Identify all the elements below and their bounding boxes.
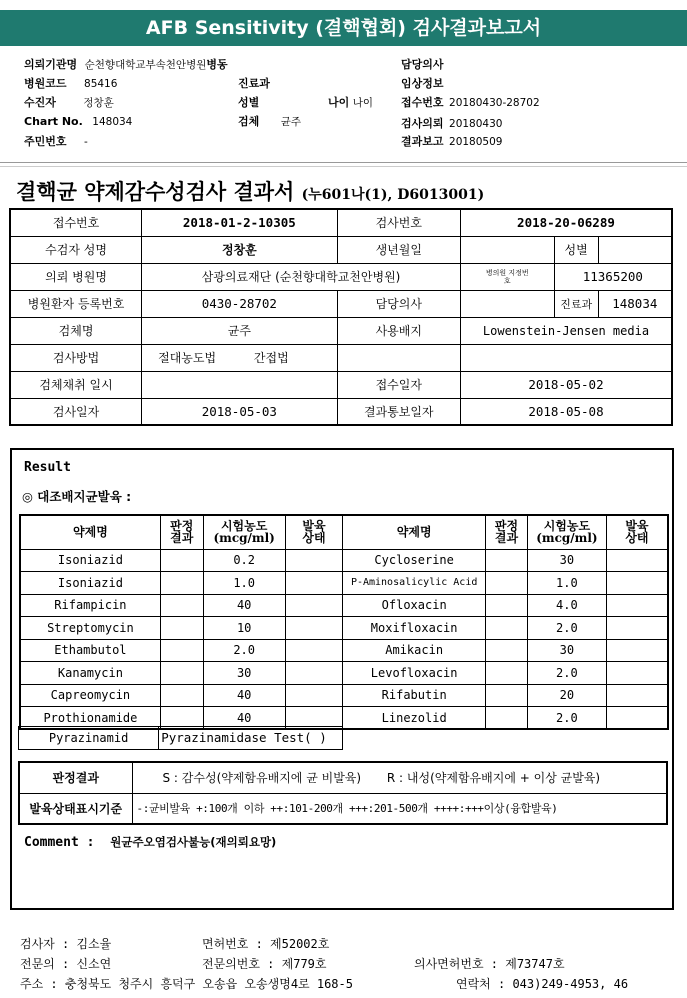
hospital-value: 삼광의료재단 (순천향대학교천안병원) [142, 263, 461, 290]
footer-license: 면허번호 : 제52002호 [202, 937, 330, 951]
drug-name: Rifampicin [20, 594, 160, 617]
received-value: 2018-05-02 [460, 371, 672, 398]
footer-contact: 연락처 : 043)249-4953, 46 [456, 977, 629, 991]
header-sex: 성별 [238, 96, 260, 109]
header-patient: 수진자 정창훈 [24, 96, 114, 109]
drug-name: Ofloxacin [343, 594, 486, 617]
judge-legend-value [132, 762, 667, 793]
document-title: 결핵균 약제감수성검사 결과서 (누601나(1), D6013001) [16, 179, 485, 204]
drug-name: Rifabutin [343, 684, 486, 707]
growth-status [606, 572, 668, 595]
growth-status [606, 662, 668, 685]
method-label: 검사방법 [10, 344, 142, 371]
footer-specialist-no: 전문의번호 : 제779호 [202, 957, 327, 971]
registration-label: 병원환자 등록번호 [10, 290, 142, 317]
judge-result [160, 572, 203, 595]
table-row [20, 572, 668, 595]
col-drug-left: 약제명 [20, 515, 160, 549]
drug-name: P-Aminosalicylic Acid [343, 572, 486, 595]
drug-name: Moxifloxacin [343, 617, 486, 640]
judge-result [486, 549, 528, 572]
notified-value: 2018-05-08 [460, 398, 672, 425]
method-indirect: 간접법 [253, 351, 289, 365]
receipt-no-label: 접수번호 [10, 209, 142, 236]
method-absolute: 절대농도법 [158, 351, 217, 365]
hospital-label: 의뢰 병원명 [10, 263, 142, 290]
judge-legend-label: 판정결과 [19, 762, 132, 793]
drug-sensitivity-table [19, 514, 669, 730]
header-institution: 의뢰기관명 순천향대학교부속천안병원병동 [24, 58, 228, 71]
comment-value: 원균주오염검사불능(재의뢰요망) [110, 835, 277, 849]
growth-status [606, 549, 668, 572]
test-concentration: 2.0 [527, 617, 606, 640]
test-concentration: 2.0 [527, 662, 606, 685]
judge-result [486, 572, 528, 595]
judge-result [160, 617, 203, 640]
judge-result [486, 684, 528, 707]
test-concentration: 1.0 [527, 572, 606, 595]
pyrazinamid-label: Pyrazinamid [19, 727, 159, 750]
growth-status [285, 572, 343, 595]
separator-line [0, 166, 687, 167]
col-growth-left: 발육 상태 [285, 515, 343, 549]
received-label: 접수일자 [337, 371, 460, 398]
drug-name: Isoniazid [20, 572, 160, 595]
dob-value [460, 236, 554, 263]
drug-name: Ethambutol [20, 639, 160, 662]
growth-status [606, 617, 668, 640]
header-request: 검사의뢰 20180430 [401, 117, 503, 130]
judge-result [160, 662, 203, 685]
test-concentration: 40 [203, 594, 285, 617]
table-row [20, 549, 668, 572]
notified-label: 결과통보일자 [337, 398, 460, 425]
growth-status [606, 684, 668, 707]
tested-value: 2018-05-03 [142, 398, 337, 425]
test-concentration: 30 [527, 639, 606, 662]
judge-result [160, 684, 203, 707]
header-chart: Chart No. 148034 [24, 115, 133, 128]
test-concentration: 4.0 [527, 594, 606, 617]
header-specimen: 검체 균주 [238, 115, 302, 128]
judge-result [160, 639, 203, 662]
col-growth-right: 발육 상태 [606, 515, 668, 549]
report-banner [0, 10, 687, 46]
dept-value: 148034 [598, 290, 672, 317]
test-concentration: 20 [527, 684, 606, 707]
drug-name: Streptomycin [20, 617, 160, 640]
empty-cell [337, 344, 460, 371]
attending-doctor-label: 담당의사 [337, 290, 460, 317]
drug-name: Cycloserine [343, 549, 486, 572]
test-concentration: 0.2 [203, 549, 285, 572]
tested-label: 검사일자 [10, 398, 142, 425]
drug-name: Isoniazid [20, 549, 160, 572]
judge-result [486, 639, 528, 662]
test-concentration: 30 [203, 662, 285, 685]
footer-doctor-license: 의사면허번호 : 제73747호 [414, 957, 565, 971]
drug-name: Capreomycin [20, 684, 160, 707]
patient-info-table [9, 208, 673, 426]
dob-label: 생년월일 [337, 236, 460, 263]
test-concentration: 10 [203, 617, 285, 640]
judge-result [486, 707, 528, 730]
comment-label: Comment : [24, 835, 95, 850]
name-value: 정창훈 [142, 236, 337, 263]
pyrazinamid-table [18, 726, 343, 750]
col-conc-right: 시험농도 (mcg/ml) [527, 515, 606, 549]
legend-table [18, 761, 668, 825]
judge-r: R : 내성(약제함유배지에 + 이상 균발육) [386, 771, 601, 786]
method-value [142, 344, 337, 371]
test-no-label: 검사번호 [337, 209, 460, 236]
col-judge-right: 판정 결과 [486, 515, 528, 549]
growth-status [285, 594, 343, 617]
growth-status [606, 639, 668, 662]
specimen-value: 균주 [142, 317, 337, 344]
test-concentration: 2.0 [203, 639, 285, 662]
footer-tester: 검사자 : 김소율 [20, 937, 112, 951]
header-dept: 진료과 [238, 77, 270, 90]
footer-specialist: 전문의 : 신소연 [20, 957, 112, 971]
drug-name: Linezolid [343, 707, 486, 730]
judge-result [160, 549, 203, 572]
col-judge-left: 판정 결과 [160, 515, 203, 549]
dept-label: 진료과 [554, 290, 598, 317]
growth-status [606, 594, 668, 617]
collect-label: 검체채취 일시 [10, 371, 142, 398]
result-heading: Result [24, 460, 71, 475]
judge-result [486, 662, 528, 685]
medium-label: 사용배지 [337, 317, 460, 344]
header-receipt: 접수번호 20180430-28702 [401, 96, 540, 109]
sex-label: 성별 [554, 236, 598, 263]
drug-rows [20, 549, 668, 729]
test-concentration: 30 [527, 549, 606, 572]
table-row [20, 594, 668, 617]
test-concentration: 40 [203, 684, 285, 707]
drug-name: Levofloxacin [343, 662, 486, 685]
designated-value: 11365200 [554, 263, 672, 290]
judge-s: S : 감수성(약제함유배지에 균 비발육) [162, 771, 362, 786]
growth-status [285, 617, 343, 640]
judge-result [160, 594, 203, 617]
table-row [20, 617, 668, 640]
registration-value: 0430-28702 [142, 290, 337, 317]
drug-name: Amikacin [343, 639, 486, 662]
judge-result [486, 617, 528, 640]
empty-cell [460, 344, 672, 371]
table-row [20, 662, 668, 685]
specimen-label: 검체명 [10, 317, 142, 344]
header-age: 나이 나이 [328, 96, 374, 109]
growth-legend-value: -:균비발육 +:100개 이하 ++:101-200개 +++:201-500개 ++++:+++이상(융합발육) [132, 793, 667, 824]
test-concentration: 40 [203, 707, 285, 730]
drug-name: Kanamycin [20, 662, 160, 685]
col-conc-left: 시험농도 (mcg/ml) [203, 515, 285, 549]
attending-doctor-value [460, 290, 554, 317]
table-row [20, 684, 668, 707]
drug-name: Prothionamide [20, 707, 160, 730]
sex-value [598, 236, 672, 263]
test-concentration: 2.0 [527, 707, 606, 730]
header-resident: 주민번호 - [24, 135, 88, 148]
designated-label: 병의원 지정번호 [460, 263, 554, 290]
footer-address: 주소 : 충청북도 청주시 흥덕구 오송읍 오송생명4로 168-5 [20, 977, 353, 991]
separator-line [0, 162, 687, 163]
growth-status [285, 684, 343, 707]
report-title: AFB Sensitivity (결핵협회) 검사결과보고서 [145, 17, 542, 39]
judge-result [486, 594, 528, 617]
collect-value [142, 371, 337, 398]
comment [24, 834, 276, 850]
header-hospital-code: 병원코드 85416 [24, 77, 118, 90]
growth-status [285, 639, 343, 662]
control-growth-label: ◎ 대조배지균발육 : [22, 489, 132, 504]
header-clinical-info: 임상정보 [401, 77, 444, 90]
header-doctor: 담당의사 [401, 58, 444, 71]
growth-status [285, 549, 343, 572]
col-drug-right: 약제명 [343, 515, 486, 549]
test-concentration: 1.0 [203, 572, 285, 595]
document-code: (누601나(1), D6013001) [301, 187, 485, 203]
test-no-value: 2018-20-06289 [460, 209, 672, 236]
header-report-date: 결과보고 20180509 [401, 135, 503, 148]
growth-status [285, 662, 343, 685]
pyrazinamidase-test: Pyrazinamidase Test( ) [159, 727, 343, 750]
name-label: 수검자 성명 [10, 236, 142, 263]
growth-status [606, 707, 668, 730]
medium-value: Lowenstein-Jensen media [460, 317, 672, 344]
growth-legend-label: 발육상태표시기준 [19, 793, 132, 824]
receipt-no-value: 2018-01-2-10305 [142, 209, 337, 236]
table-row [20, 639, 668, 662]
